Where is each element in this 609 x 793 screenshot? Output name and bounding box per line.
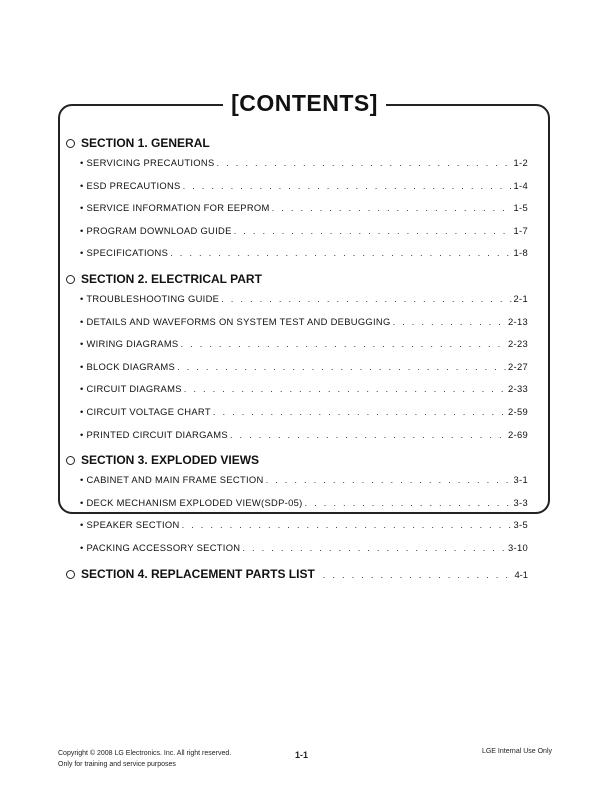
toc-entry-page: 2-13	[508, 315, 528, 327]
toc-entry-label: • PRINTED CIRCUIT DIARGAMS	[80, 428, 228, 440]
toc-entry-label: • SPECIFICATIONS	[80, 247, 169, 259]
section-heading	[66, 136, 528, 152]
dot-leader	[184, 378, 506, 401]
toc-entry[interactable]	[66, 288, 528, 311]
dot-leader	[170, 242, 511, 265]
toc-entry[interactable]	[66, 311, 528, 334]
circle-bullet-icon	[66, 139, 75, 148]
page-title-wrap	[0, 90, 609, 117]
dot-leader	[217, 152, 512, 175]
dot-leader	[213, 401, 506, 424]
toc-entry-page: 2-33	[508, 383, 528, 395]
toc-entry-page: 1-5	[513, 202, 528, 214]
toc-entry[interactable]	[66, 220, 528, 243]
toc-entry-label: • DECK MECHANISM EXPLODED VIEW(SDP-05)	[80, 496, 303, 508]
toc-entry-page: 3-1	[513, 474, 528, 486]
dot-leader	[393, 311, 506, 334]
toc-entry-label: • CIRCUIT VOLTAGE CHART	[80, 405, 211, 417]
toc-entry-label: • TROUBLESHOOTING GUIDE	[80, 292, 220, 304]
section-heading[interactable]	[66, 567, 528, 583]
section-4	[66, 567, 528, 583]
dot-leader	[183, 175, 512, 198]
toc-entry-page: 1-4	[513, 179, 528, 191]
toc-entry-label: • PACKING ACCESSORY SECTION	[80, 541, 241, 553]
section-title: SECTION 1. GENERAL	[81, 136, 210, 150]
toc-entry[interactable]	[66, 514, 528, 537]
toc-entry[interactable]	[66, 242, 528, 265]
toc-entry[interactable]	[66, 333, 528, 356]
copyright-text: Copyright © 2008 LG Electronics. Inc. All right reserved.	[58, 750, 232, 757]
toc-entry-page: 3-5	[513, 519, 528, 531]
dot-leader	[305, 492, 512, 515]
toc-entry-page: 1-7	[513, 224, 528, 236]
toc-entry[interactable]	[66, 492, 528, 515]
page-number: 1-1	[295, 750, 309, 760]
toc-entry-page: 1-2	[513, 157, 528, 168]
toc-entry-label: • SERVICING PRECAUTIONS	[80, 157, 215, 168]
toc-entry[interactable]	[66, 152, 528, 175]
dot-leader	[182, 514, 512, 537]
dot-leader	[177, 356, 506, 379]
toc-entry-page: 3-3	[513, 496, 528, 508]
dot-leader	[272, 197, 512, 220]
toc-entry-label: • ESD PRECAUTIONS	[80, 179, 181, 191]
toc-entry[interactable]	[66, 378, 528, 401]
section-1	[66, 136, 528, 265]
toc-entry-label: • CIRCUIT DIAGRAMS	[80, 383, 182, 395]
toc-entry-label: • SPEAKER SECTION	[80, 519, 180, 531]
toc-entry-page: 2-59	[508, 405, 528, 417]
toc-entry-label: • SERVICE INFORMATION FOR EEPROM	[80, 202, 270, 214]
toc-entry-page: 2-23	[508, 338, 528, 350]
toc-entry[interactable]	[66, 469, 528, 492]
toc-entry[interactable]	[66, 537, 528, 560]
toc-entry-page: 4-1	[514, 568, 528, 580]
page-title: [CONTENTS]	[223, 90, 386, 116]
dot-leader	[242, 537, 506, 560]
toc-entry-label: • DETAILS AND WAVEFORMS ON SYSTEM TEST AND DEBUGGING	[80, 315, 391, 327]
section-title: SECTION 4. REPLACEMENT PARTS LIST	[81, 566, 315, 581]
section-title: SECTION 3. EXPLODED VIEWS	[81, 453, 260, 468]
circle-bullet-icon	[66, 570, 75, 579]
toc-entry[interactable]	[66, 401, 528, 424]
toc-entry[interactable]	[66, 175, 528, 198]
dot-leader	[221, 288, 511, 311]
toc-entry-label: • BLOCK DIAGRAMS	[80, 360, 176, 372]
section-title: SECTION 2. ELECTRICAL PART	[81, 271, 262, 286]
toc-entry[interactable]	[66, 424, 528, 447]
dot-leader	[181, 333, 507, 356]
section-2	[66, 272, 528, 446]
internal-use-note: LGE Internal Use Only	[481, 748, 552, 755]
dot-leader	[266, 469, 512, 492]
toc-entry-page: 1-8	[513, 247, 528, 259]
dot-leader	[230, 424, 506, 447]
toc-entry-label: • PROGRAM DOWNLOAD GUIDE	[80, 224, 232, 236]
toc-entry-label: • WIRING DIAGRAMS	[80, 338, 179, 350]
dot-leader	[323, 569, 513, 580]
usage-note: Only for training and service purposes	[58, 761, 176, 768]
toc-entry-page: 2-69	[508, 428, 528, 440]
section-3	[66, 453, 528, 559]
footer-left	[58, 748, 231, 770]
toc-entry[interactable]	[66, 356, 528, 379]
toc-entry[interactable]	[66, 197, 528, 220]
toc-entry-label: • CABINET AND MAIN FRAME SECTION	[80, 474, 264, 486]
dot-leader	[234, 220, 512, 243]
section-heading	[66, 453, 528, 469]
circle-bullet-icon	[66, 275, 75, 284]
section-heading	[66, 272, 528, 288]
circle-bullet-icon	[66, 456, 75, 465]
toc-entry-page: 3-10	[508, 541, 528, 553]
toc-entry-page: 2-27	[508, 360, 528, 372]
table-of-contents	[66, 136, 528, 590]
toc-entry-page: 2-1	[513, 292, 528, 304]
